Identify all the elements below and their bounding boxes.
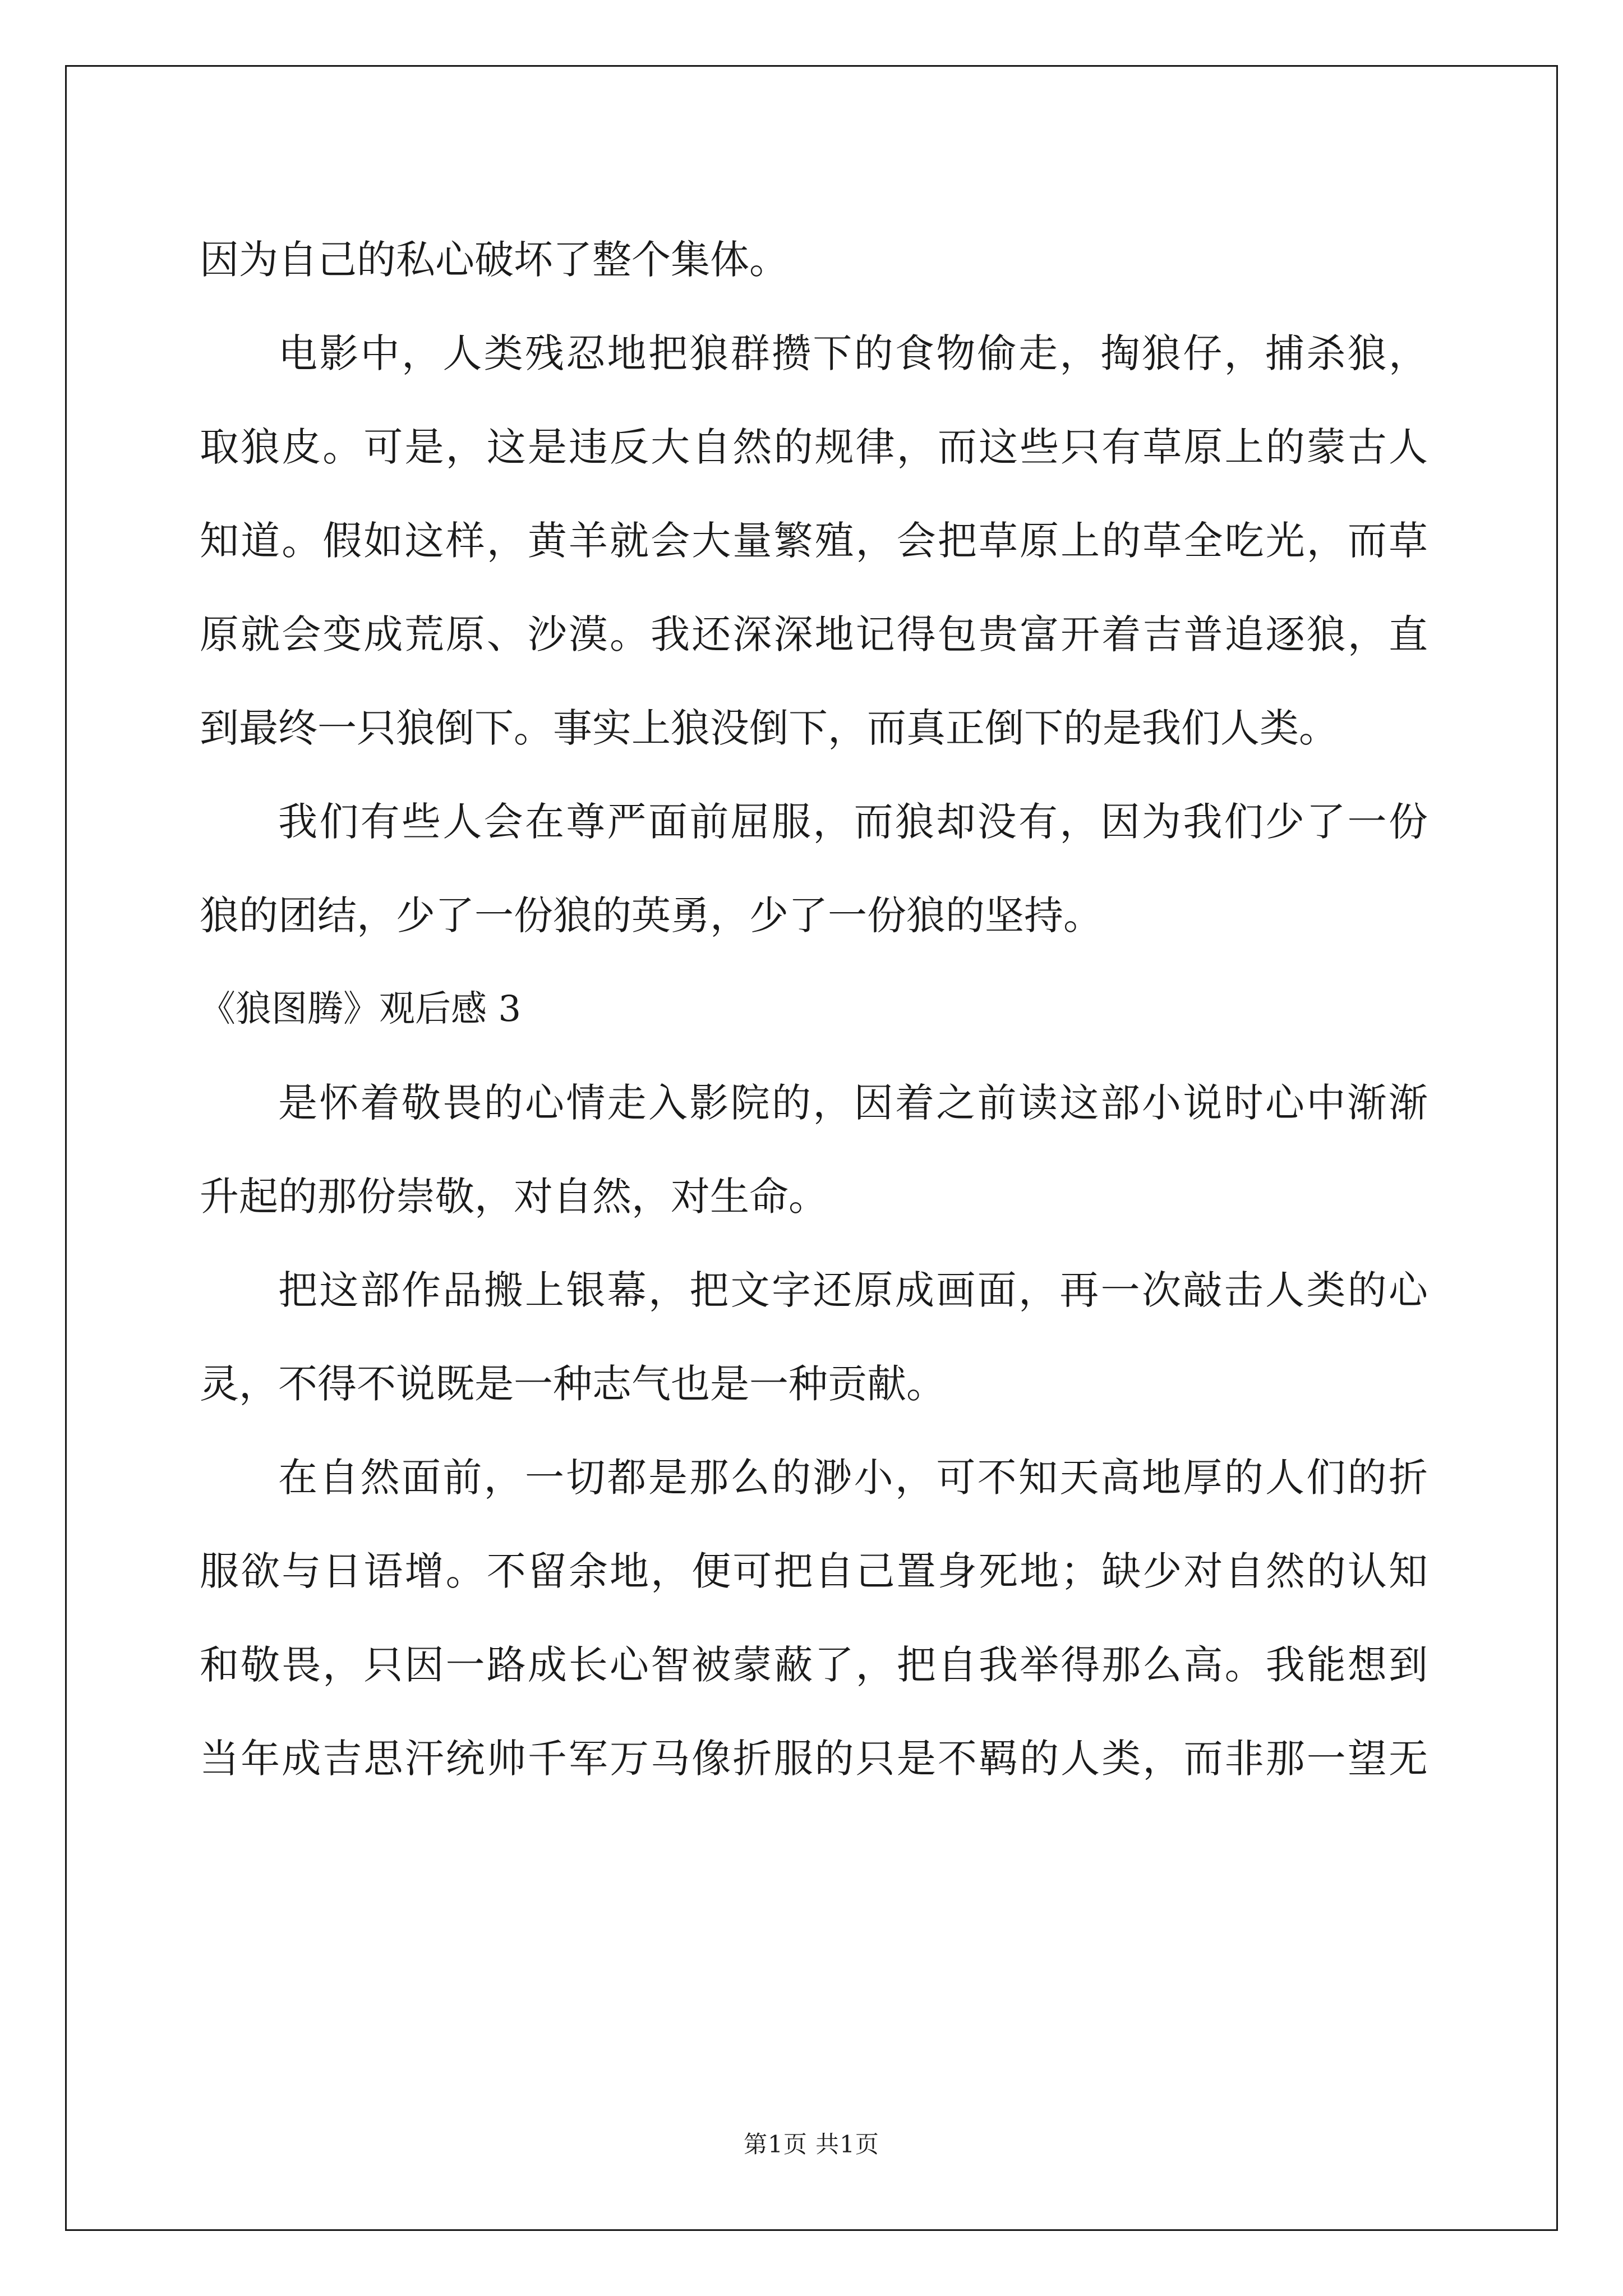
- text-line: 把这部作品搬上银幕，把文字还原成画面，再一次敲击人类的心: [278, 1267, 1428, 1313]
- text-line: 在自然面前，一切都是那么的渺小，可不知天高地厚的人们的折: [278, 1455, 1428, 1501]
- text-line: 狼的团结，少了一份狼的英勇，少了一份狼的坚持。: [200, 892, 1103, 938]
- text-line: 服欲与日语增。不留余地，便可把自己置身死地；缺少对自然的认知: [200, 1548, 1428, 1594]
- text-line: 知道。假如这样，黄羊就会大量繁殖，会把草原上的草全吃光，而草: [200, 518, 1428, 564]
- text-line: 当年成吉思汗统帅千军万马像折服的只是不羁的人类，而非那一望无: [200, 1736, 1428, 1782]
- text-line: 因为自己的私心破坏了整个集体。: [200, 237, 789, 283]
- text-line: 是怀着敬畏的心情走入影院的，因着之前读这部小说时心中渐渐: [278, 1080, 1428, 1126]
- page-footer: 第1页 共1页: [744, 2131, 879, 2158]
- text-line: 到最终一只狼倒下。事实上狼没倒下，而真正倒下的是我们人类。: [200, 705, 1338, 751]
- text-line: 电影中，人类残忍地把狼群攒下的食物偷走，掏狼仔，捕杀狼，: [278, 330, 1428, 376]
- text-line: 我们有些人会在尊严面前屈服，而狼却没有，因为我们少了一份: [278, 799, 1428, 845]
- text-line: 升起的那份崇敬，对自然，对生命。: [200, 1174, 828, 1220]
- text-line: 原就会变成荒原、沙漠。我还深深地记得包贵富开着吉普追逐狼，直: [200, 611, 1428, 657]
- text-line: 灵，不得不说既是一种志气也是一种贡献。: [200, 1361, 946, 1407]
- text-line: 取狼皮。可是，这是违反大自然的规律，而这些只有草原上的蒙古人: [200, 424, 1428, 470]
- document-body: [200, 213, 1428, 1806]
- text-line: 和敬畏，只因一路成长心智被蒙蔽了，把自我举得那么高。我能想到: [200, 1642, 1428, 1688]
- section-heading: 《狼图腾》观后感 3: [200, 988, 522, 1030]
